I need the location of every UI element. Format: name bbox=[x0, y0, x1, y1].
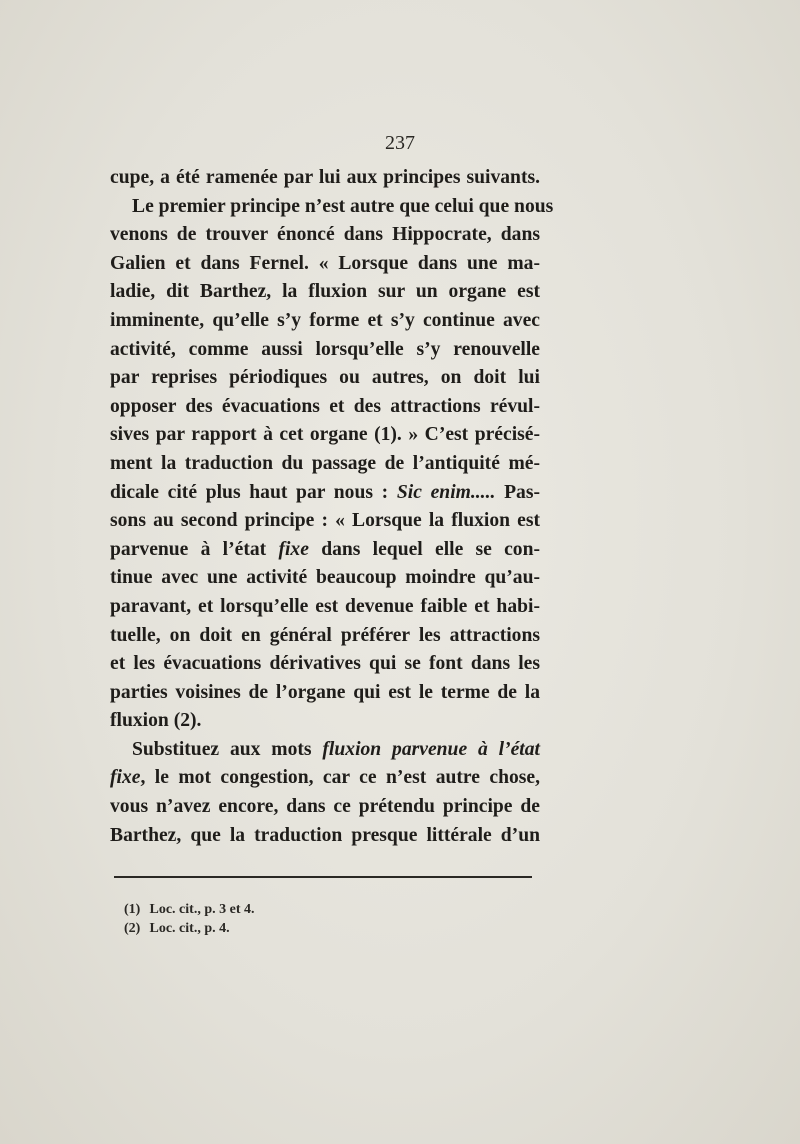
text-line: ladie, dit Barthez, la fluxion sur un organe est bbox=[110, 281, 540, 303]
text-line bbox=[110, 536, 540, 565]
footnotes bbox=[124, 900, 254, 938]
footnote-mark: (1) bbox=[124, 902, 141, 917]
footnote bbox=[124, 900, 254, 919]
text-line: vous n’avez encore, dans ce prétendu principe de bbox=[110, 796, 540, 818]
text-line: parties voisines de l’organe qui est le terme de la bbox=[110, 681, 540, 703]
text-segment: Pas- bbox=[504, 481, 540, 503]
text-line: cupe, a été ramenée par lui aux principes suivants. bbox=[110, 167, 540, 188]
text-line: venons de trouver énoncé dans Hippocrate, dans bbox=[110, 224, 540, 246]
text-segment: Substituez aux mots bbox=[132, 738, 312, 760]
italic-text: fluxion parvenue à l’état bbox=[322, 738, 540, 760]
footnote-mark: (2) bbox=[124, 921, 141, 936]
text-line bbox=[110, 736, 540, 765]
italic-text: Sic enim..... bbox=[396, 481, 496, 503]
text-line: Barthez, que la traduction presque littérale d’un bbox=[110, 824, 540, 846]
page-number: 237 bbox=[385, 132, 415, 154]
text-segment: dans lequel elle se con- bbox=[321, 538, 541, 560]
text-line: sons au second principe : « Lorsque la fluxion est bbox=[110, 510, 540, 532]
text-line: et les évacuations dérivatives qui se font dans les bbox=[110, 653, 540, 675]
footnote-divider bbox=[114, 876, 532, 878]
body-text bbox=[110, 164, 554, 850]
text-line: Galien et dans Fernel. « Lorsque dans une ma- bbox=[110, 252, 540, 274]
italic-text: fixe bbox=[110, 767, 141, 789]
text-line: sives par rapport à cet organe (1). » C’est précisé- bbox=[110, 424, 540, 446]
footnote bbox=[124, 919, 254, 938]
italic-text: fixe bbox=[278, 538, 309, 560]
footnote-text: Loc. cit., p. 3 et 4. bbox=[149, 902, 255, 917]
text-line: fluxion (2). bbox=[110, 710, 202, 732]
text-line: par reprises périodiques ou autres, on doit lui bbox=[110, 367, 540, 389]
text-line: ment la traduction du passage de l’antiquité mé- bbox=[110, 452, 540, 474]
text-line: Le premier principe n’est autre que celui que nous bbox=[132, 195, 554, 217]
text-line: paravant, et lorsqu’elle est devenue faible et habi- bbox=[110, 595, 540, 617]
text-line: tuelle, on doit en général préférer les attractions bbox=[110, 624, 540, 646]
text-segment: parvenue à l’état bbox=[110, 538, 267, 560]
text-line: tinue avec une activité beaucoup moindre qu’au- bbox=[110, 567, 540, 589]
text-line bbox=[110, 479, 540, 508]
text-line: imminente, qu’elle s’y forme et s’y continue avec bbox=[110, 309, 540, 331]
footnote-text: Loc. cit., p. 4. bbox=[149, 921, 230, 936]
text-segment: , le mot congestion, car ce n’est autre chose, bbox=[140, 767, 540, 789]
text-line bbox=[110, 764, 540, 793]
text-line: activité, comme aussi lorsqu’elle s’y renouvelle bbox=[110, 338, 540, 360]
text-segment: dicale cité plus haut par nous : bbox=[110, 481, 389, 503]
text-line: opposer des évacuations et des attractions révul- bbox=[110, 395, 540, 417]
